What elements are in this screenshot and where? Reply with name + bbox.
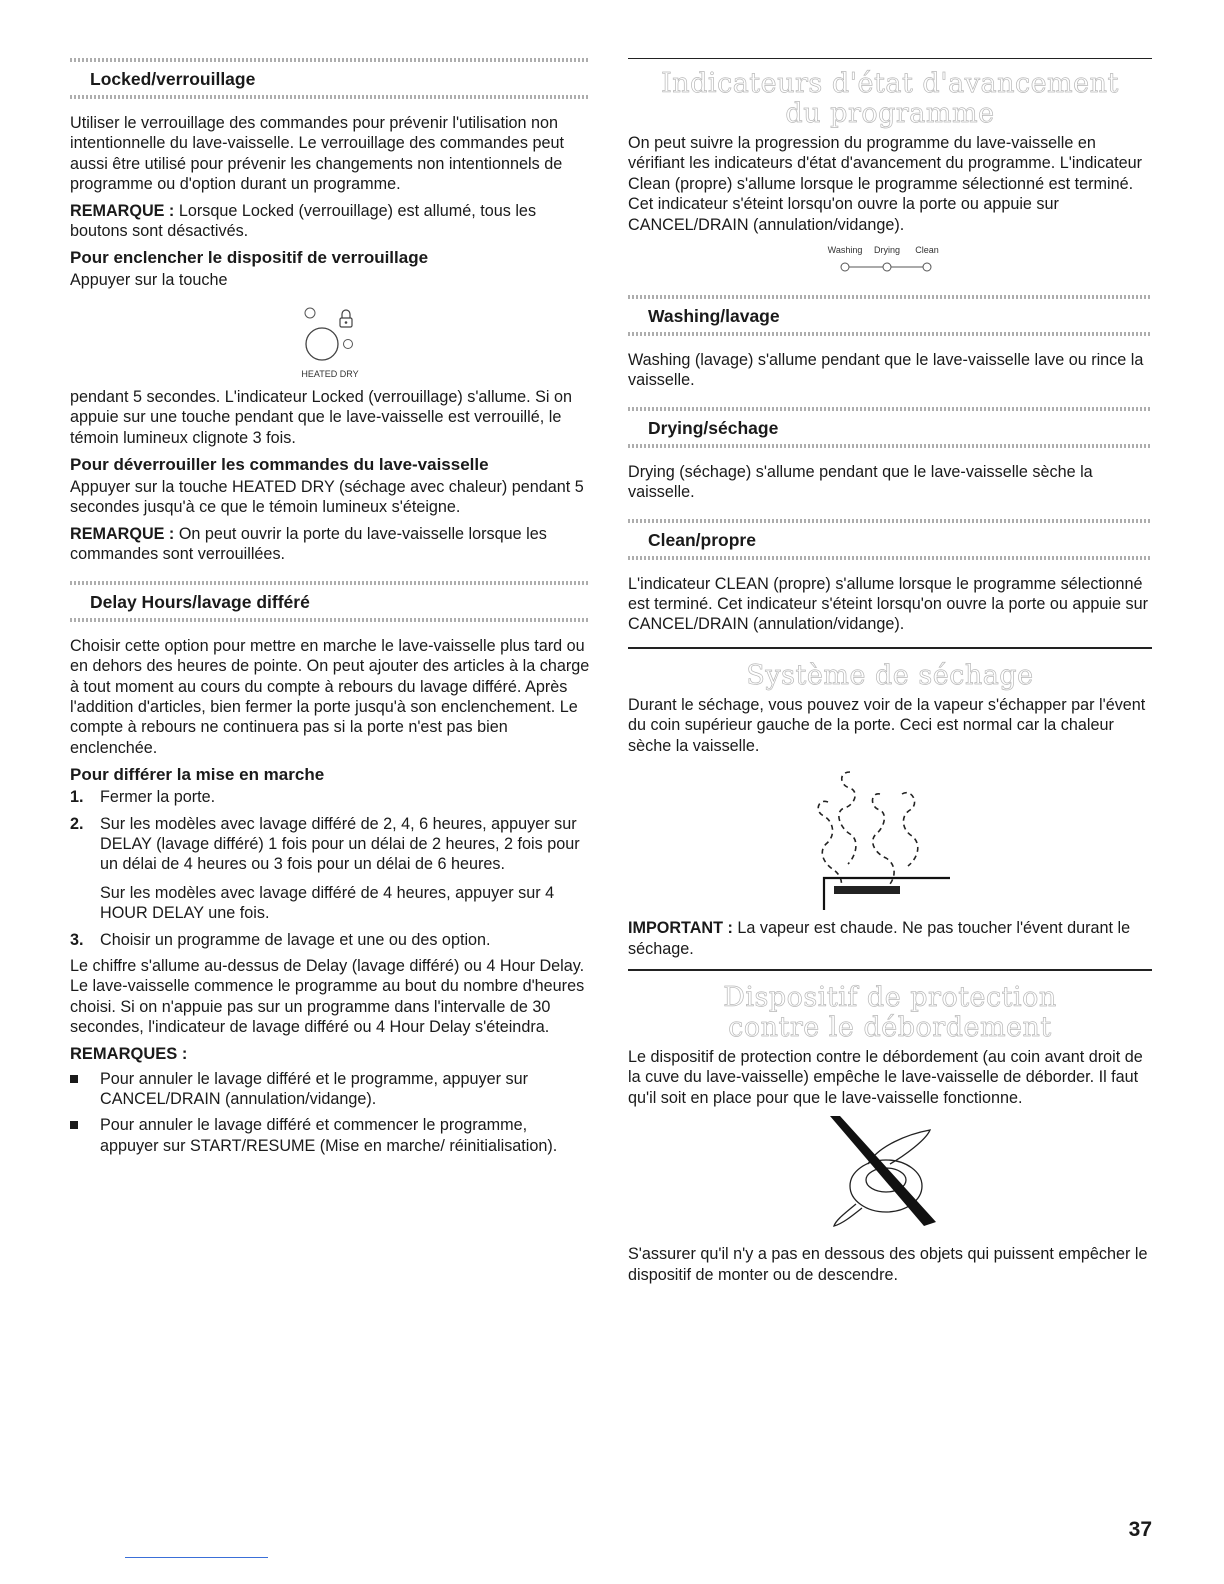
locked-note-2 [70,524,590,565]
overflow-text: Le dispositif de protection contre le débordement (au coin avant droit de la cuve du lave-vaisselle) empêche le lave-vaisselle de déborder. Il faut qu'il soit en place pour que le lave-vaisselle fonctionne. [628,1047,1143,1107]
step-number: 1. [70,788,84,807]
drying-light-icon [883,263,891,271]
section-rule [628,58,1152,59]
delay-intro: Choisir cette option pour mettre en marche le lave-vaisselle plus tard ou en dehors des heures de pointe. On peut ajouter des articles à la charge à tout moment au cours du compte à rebours du lavage différé. Après l'addition d'articles, bien fermer la porte jusqu'à son enclenchement. Le compte à rebours ne continuera pas si la porte n'est pas bien enclenchée. [70,636,590,757]
status-section-title [628,69,1152,129]
section-divider [628,556,1152,560]
drying-system-text: Durant le séchage, vous pouvez voir de la vapeur s'échapper par l'évent du coin supérieur gauche de la porte. Ceci est normal car la chaleur sèche la vaisselle. [628,695,1146,755]
washing-text: Washing (lavage) s'allume pendant que le lave-vaisselle lave ou rince la vaisselle. [628,351,1144,390]
note-label: REMARQUE : [70,524,175,543]
remark-text: Pour annuler le lavage différé et le programme, appuyer sur CANCEL/DRAIN (annulation/vidange). [100,1069,529,1108]
overflow-section-title [628,983,1152,1043]
delay-description: Le chiffre s'allume au-dessus de Delay (lavage différé) ou 4 Hour Delay. Le lave-vaisselle commence le programme au bout du nombre d'heures choisi. Si on n'appuie pas sur un programme dans l'intervalle de 30 secondes, l'indicateur de lavage différé ou 4 Hour Delay s'éteindra. [70,956,585,1037]
drying-text: Drying (séchage) s'allume pendant que le lave-vaisselle sèche la vaisselle. [628,462,1093,502]
list-item [70,814,590,924]
note-text: Lorsque Locked (verrouillage) est allumé, tous les boutons sont désactivés. [70,201,537,241]
footer-rule [125,1557,268,1558]
section-divider [70,618,590,622]
unlock-text: Appuyer sur la touche HEATED DRY (séchage avec chaleur) pendant 5 secondes jusqu'à ce que le témoin lumineux s'éteigne. [70,478,584,517]
drying-section-title: Drying/séchage [648,417,779,438]
title-line: Indicateurs d'état d'avancement [661,68,1119,99]
important-note [628,918,1152,959]
bullet-icon [70,1075,78,1083]
section-divider [70,581,590,585]
lock-description: pendant 5 secondes. L'indicateur Locked (verrouillage) s'allume. Si on appuie sur une touche pendant que le lave-vaisselle est verrouillé, le témoin lumineux clignote 3 fois. [70,387,572,447]
step-number: 3. [70,930,84,949]
vent-icon [834,886,900,894]
section-divider [628,332,1152,336]
lock-icon [340,310,352,327]
clean-light-icon [923,263,931,271]
list-item [70,787,590,807]
engage-lock-heading: Pour enclencher le dispositif de verrouillage [70,248,429,268]
status-intro: On peut suivre la progression du programme du lave-vaisselle en vérifiant les indicateurs d'état d'avancement du programme. L'indicateur Clean (propre) s'allume lorsque le programme sélectionné est terminé. Cet indicateur s'éteint lorsqu'on ouvre la porte ou appuie sur CANCEL/DRAIN (annulation/vidange). [628,134,1143,234]
right-column [628,58,1152,1291]
left-column [70,58,590,1162]
unlock-heading: Pour déverrouiller les commandes du lave-vaisselle [70,455,489,475]
list-item [70,1115,590,1156]
clean-text: L'indicateur CLEAN (propre) s'allume lorsque le programme sélectionné est terminé. Cet indicateur s'éteint lorsqu'on ouvre la porte ou appuie sur CANCEL/DRAIN (annulation/vidange). [628,574,1148,634]
section-divider [628,444,1152,448]
locked-intro: Utiliser le verrouillage des commandes pour prévenir l'utilisation non intentionnelle du lave-vaisselle. Le verrouillage des commandes peut aussi être utilisé pour prévenir les changements non intentionnels de programme ou d'option durant un programme. [70,114,565,194]
step-number: 2. [70,814,84,833]
note-text: On peut ouvrir la porte du lave-vaisselle lorsque les commandes sont verrouillées. [70,524,547,564]
remarks-list [70,1069,590,1157]
important-label: IMPORTANT : [628,919,733,938]
step-text: Choisir un programme de lavage et une ou des option. [100,930,491,949]
page-number: 37 [1128,1518,1152,1541]
section-rule [628,969,1152,971]
title-line: contre le débordement [728,1011,1052,1043]
drying-system-title: Système de séchage [746,659,1034,691]
title-line: du programme [785,98,995,129]
section-divider [628,519,1152,523]
remarks-label: REMARQUES : [70,1044,188,1063]
list-item [70,930,590,950]
step-extra-text: Sur les modèles avec lavage différé de 4 heures, appuyer sur 4 HOUR DELAY une fois. [100,883,555,923]
washing-section-title: Washing/lavage [648,306,780,327]
drying-indicator-label: Drying [873,245,901,256]
delay-steps [70,787,590,950]
title-line: Dispositif de protection [723,981,1057,1013]
steam-icon [818,772,918,894]
section-divider [70,95,590,99]
locked-section-title: Locked/verrouillage [90,69,256,89]
status-indicators-figure [815,241,965,281]
remark-text: Pour annuler le lavage différé et commencer le programme, appuyer sur START/RESUME (Mise en marche/ réinitialisation). [100,1116,558,1155]
indicator-light-icon [305,308,315,318]
overflow-text-2: S'assurer qu'il n'y a pas en dessous des objets qui puissent empêcher le dispositif de monter ou de descendre. [628,1245,1148,1284]
section-rule [628,647,1152,649]
locked-note [70,201,590,242]
bullet-icon [70,1121,78,1129]
step-text: Fermer la porte. [100,788,216,807]
section-divider [70,58,590,62]
list-item [70,1069,590,1110]
delay-section-title: Delay Hours/lavage différé [90,591,310,612]
heated-dry-label: HEATED DRY [301,368,359,379]
section-divider [628,407,1152,411]
clean-section-title: Clean/propre [648,529,756,550]
note-label: REMARQUE : [70,201,175,220]
important-text: La vapeur est chaude. Ne pas toucher l'évent durant le séchage. [628,919,1131,958]
float-no-obstruction-figure [820,1114,960,1234]
clean-indicator-label: Clean [915,245,939,256]
delay-start-heading: Pour différer la mise en marche [70,765,325,785]
washing-light-icon [841,263,849,271]
indicator-light-icon [344,339,353,348]
steam-vent-figure [790,762,990,912]
heated-dry-button-icon [306,328,338,360]
press-key-text: Appuyer sur la touche [70,271,228,290]
section-divider [628,295,1152,299]
washing-indicator-label: Washing [827,245,863,256]
step-text: Sur les modèles avec lavage différé de 2, 4, 6 heures, appuyer sur DELAY (lavage différé) 1 fois pour un délai de 2 heures, 2 fois pour un délai de 4 heures ou 3 fois pour un délai de 6 heures. [100,814,580,874]
heated-dry-button-figure [270,297,390,381]
